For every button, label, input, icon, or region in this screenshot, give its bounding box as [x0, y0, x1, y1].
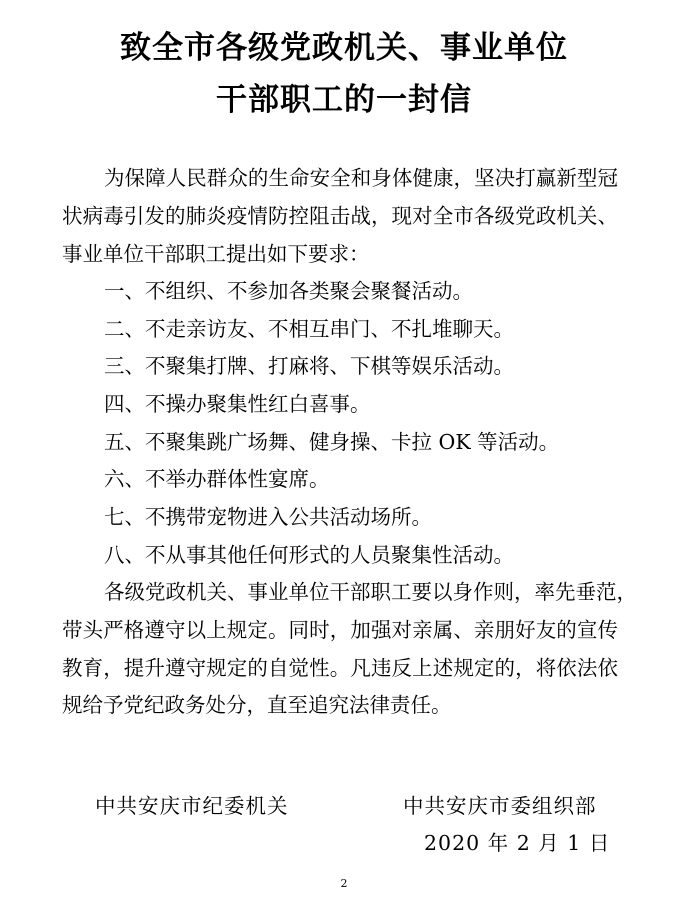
requirement-item-7: 七、不携带宠物进入公共活动场所。	[104, 505, 432, 529]
intro-line-1: 为保障人民群众的生命安全和身体健康，坚决打赢新型冠	[104, 166, 618, 190]
closing-line-1: 各级党政机关、事业单位干部职工要以身作则，率先垂范，	[104, 580, 637, 604]
requirement-item-5: 五、不聚集跳广场舞、健身操、卡拉 OK 等活动。	[104, 430, 560, 454]
signature-left: 中共安庆市纪委机关	[95, 794, 289, 818]
closing-line-3: 教育，提升遵守规定的自觉性。凡违反上述规定的，将依法依	[62, 656, 618, 680]
closing-line-2: 带头严格遵守以上规定。同时，加强对亲属、亲朋好友的宣传	[62, 618, 618, 642]
requirement-item-6: 六、不举办群体性宴席。	[104, 467, 330, 491]
intro-line-2: 状病毒引发的肺炎疫情防控阻击战，现对全市各级党政机关、	[62, 204, 618, 228]
signature-date: 2020 年 2 月 1 日	[424, 831, 611, 855]
intro-line-3: 事业单位干部职工提出如下要求：	[62, 242, 370, 266]
requirement-item-8: 八、不从事其他任何形式的人员聚集性活动。	[104, 543, 514, 567]
requirement-item-4: 四、不操办聚集性红白喜事。	[104, 392, 371, 416]
signature-right: 中共安庆市委组织部	[403, 794, 597, 818]
requirement-item-1: 一、不组织、不参加各类聚会聚餐活动。	[104, 279, 473, 303]
page-number: 2	[340, 877, 348, 890]
title-line-1: 致全市各级党政机关、事业单位	[120, 30, 568, 66]
title-line-2: 干部职工的一封信	[216, 82, 472, 118]
requirement-item-3: 三、不聚集打牌、打麻将、下棋等娱乐活动。	[104, 354, 514, 378]
closing-line-4: 规给予党纪政务处分，直至追究法律责任。	[62, 693, 452, 717]
requirement-item-2: 二、不走亲访友、不相互串门、不扎堆聊天。	[104, 317, 514, 341]
